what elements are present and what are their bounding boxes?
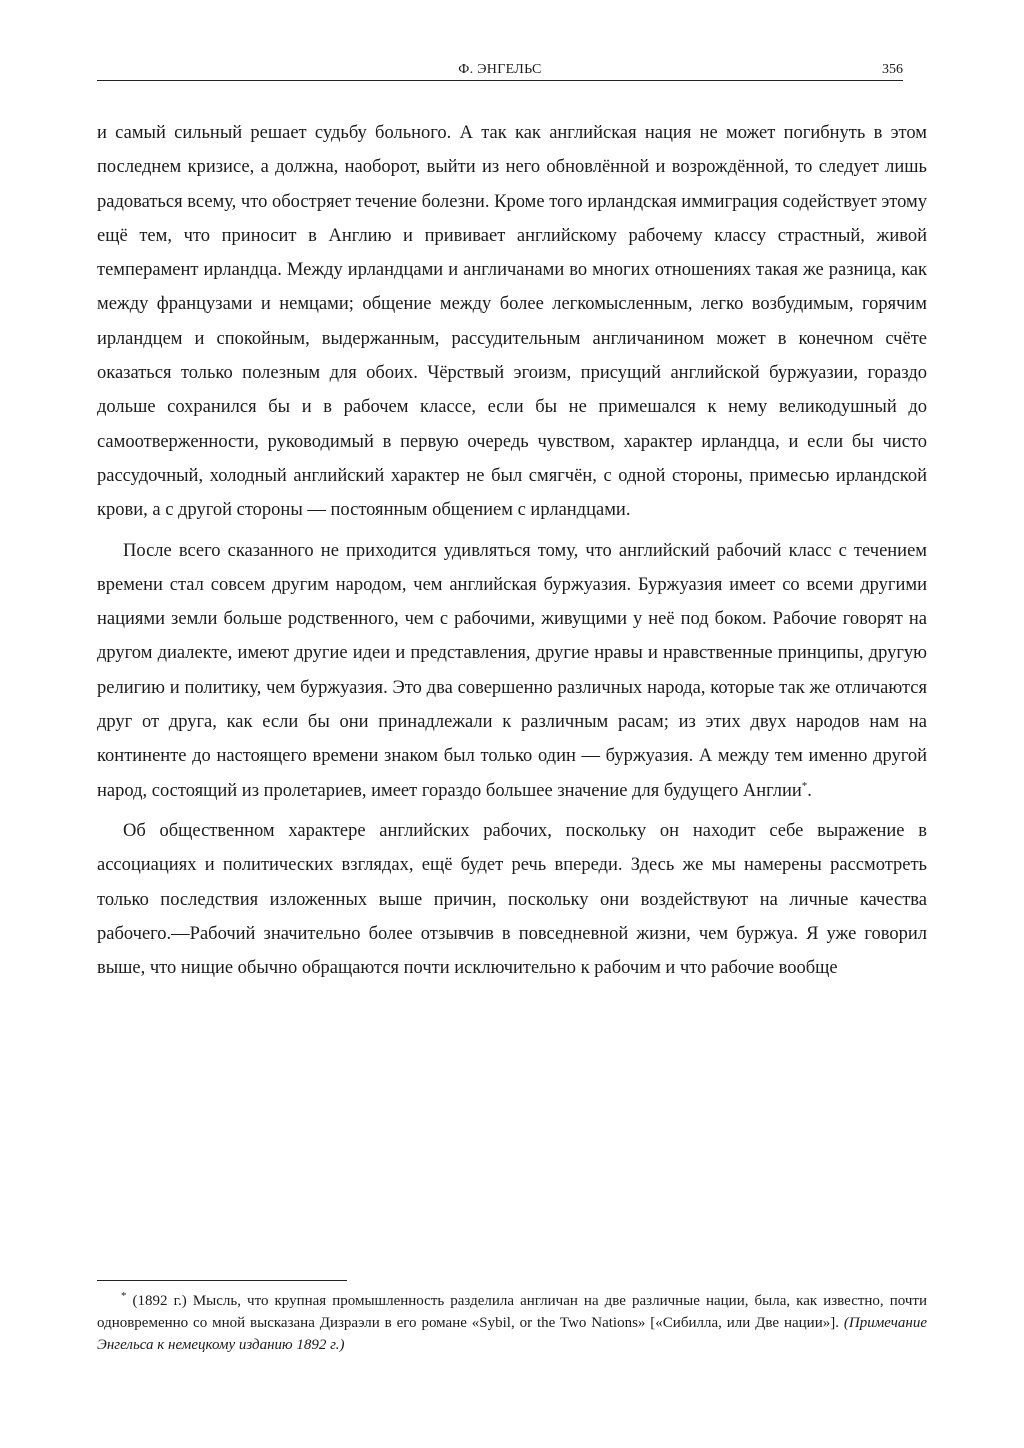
footnote-mark: *: [121, 1290, 127, 1302]
footnote-note: (Примечание Энгельса к немецкому изданию 1892 г.): [97, 1315, 927, 1353]
footnote-reference[interactable]: *: [801, 779, 808, 792]
paragraph-2-text: После всего сказанного не приходится удивляться тому, что английский рабочий класс с течением времени стал совсем другим народом, чем английская буржуазия. Буржуазия имеет со всеми другими нациями земли больше родственного, чем с рабочими, живущими у неё под боком. Рабочие говорят на другом диалекте, имеют другие идеи и представления, другие нравы и нравственные принципы, другую религию и политику, чем буржуазия. Это два совершенно различных народа, которые так же отличаются друг от друга, как если бы они принадлежали к различным расам; из этих двух народов нам на континенте до настоящего времени знаком был только один — буржуазия. А между тем именно другой народ, состоящий из пролетариев, имеет гораздо большее значение для будущего Англии: [97, 540, 927, 801]
footnote-paragraph: [97, 1290, 927, 1356]
paragraph-2-tail: .: [807, 780, 812, 801]
page-number: 356: [882, 62, 903, 77]
paragraph-2: [97, 534, 927, 808]
footnote: [97, 1290, 927, 1356]
main-text: [97, 116, 927, 991]
paragraph-1: и самый сильный решает судьбу больного. А так как английская нация не может погибнуть в этом последнем кризисе, а должна, наоборот, выйти из него обновлённой и возрождённой, то следует лишь радоваться всему, что обостряет течение болезни. Кроме того ирландская иммиграция содействует этому ещё тем, что приносит в Англию и прививает английскому рабочему классу страстный, живой темперамент ирландца. Между ирландцами и англичанами во многих отношениях такая же разница, как между французами и немцами; общение между более легкомысленным, легко возбудимым, горячим ирландцем и спокойным, выдержанным, рассудительным англичанином может в конечном счёте оказаться только полезным для обоих. Чёрствый эгоизм, присущий английской буржуазии, гораздо дольше сохранился бы и в рабочем классе, если бы не примешался к нему великодушный до самоотверженности, руководимый в первую очередь чувством, характер ирландца, и если бы чисто рассудочный, холодный английский характер не был смягчён, с одной стороны, примесью ирландской крови, а с другой стороны — постоянным общением с ирландцами.: [97, 123, 927, 521]
header-title: Ф. ЭНГЕЛЬС: [458, 62, 542, 77]
footnote-text: (1892 г.) Мысль, что крупная промышленность разделила англичан на две различные нации, была, как известно, почти одновременно со мной высказана Дизраэли в его романе «Sybil, or the Two Nations» [«Сибилла, или Две нации»].: [97, 1293, 927, 1331]
footnote-separator: [97, 1280, 347, 1281]
paragraph-3: Об общественном характере английских рабочих, поскольку он находит себе выражение в ассоциациях и политических взглядах, ещё будет речь впереди. Здесь же мы намерены рассмотреть только последствия изложенных выше причин, поскольку они воздействуют на личные качества рабочего.—Рабочий значительно более отзывчив в повседневной жизни, чем буржуа. Я уже говорил выше, что нищие обычно обращаются почти исключительно к рабочим и что рабочие вообще: [97, 820, 927, 979]
running-header: [97, 60, 903, 81]
